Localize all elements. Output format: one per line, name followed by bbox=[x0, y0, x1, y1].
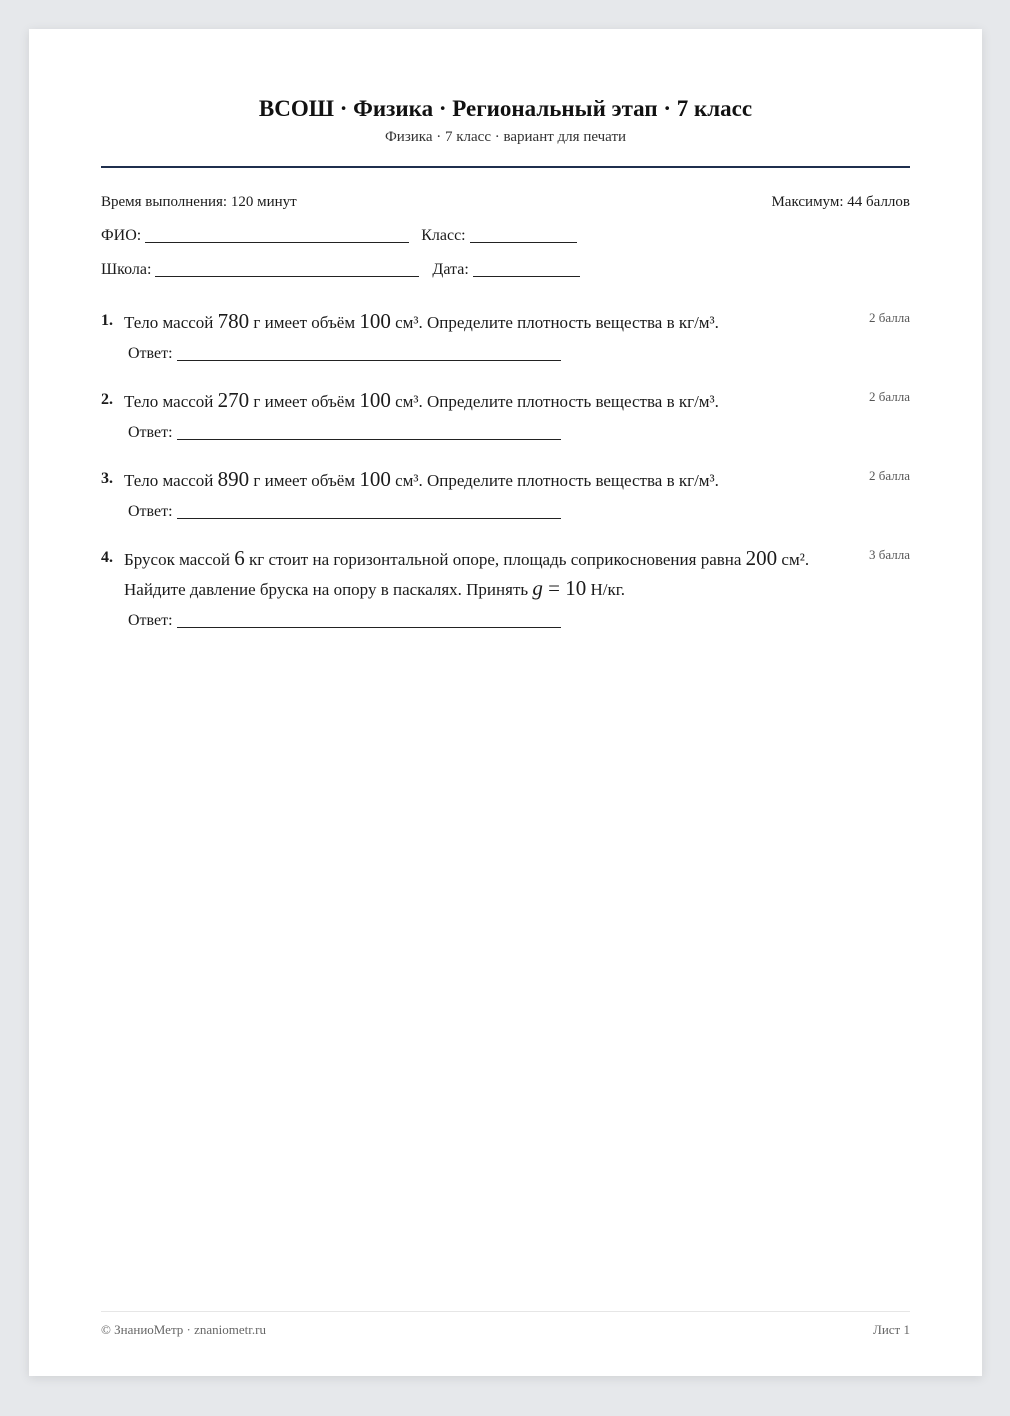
task-number: 1. bbox=[101, 312, 113, 329]
task-item bbox=[101, 544, 910, 631]
page-footer bbox=[101, 1321, 910, 1339]
task-text bbox=[124, 544, 854, 604]
meta-row bbox=[101, 192, 910, 212]
name-blank[interactable] bbox=[145, 225, 409, 243]
math-value: 780 bbox=[217, 309, 250, 333]
task-text bbox=[124, 307, 854, 337]
name-class-row bbox=[101, 225, 577, 246]
school-label: Школа: bbox=[101, 261, 152, 278]
math-value: 200 bbox=[745, 546, 778, 570]
page-header bbox=[101, 95, 910, 147]
date-blank[interactable] bbox=[473, 259, 580, 277]
task-number: 4. bbox=[101, 549, 113, 566]
answer-blank[interactable] bbox=[177, 610, 561, 628]
max-score: Максимум: 44 баллов bbox=[771, 194, 910, 210]
class-blank[interactable] bbox=[470, 225, 577, 243]
answer-label: Ответ: bbox=[128, 345, 173, 362]
text-part: Тело массой bbox=[124, 471, 218, 490]
math-value: 6 bbox=[234, 546, 245, 570]
text-part: Тело массой bbox=[124, 392, 218, 411]
school-blank[interactable] bbox=[155, 259, 419, 277]
class-label: Класс: bbox=[421, 227, 466, 244]
answer-blank[interactable] bbox=[177, 422, 561, 440]
task-item bbox=[101, 386, 910, 443]
date-label: Дата: bbox=[432, 261, 469, 278]
school-date-row bbox=[101, 259, 580, 280]
math-value: 100 bbox=[359, 467, 391, 491]
answer-blank[interactable] bbox=[177, 343, 561, 361]
answer-blank[interactable] bbox=[177, 501, 561, 519]
text-part: см². Найдите давление бруска на опору в паскалях. Принять bbox=[124, 550, 810, 599]
task-item bbox=[101, 465, 910, 522]
text-part: Тело массой bbox=[124, 313, 218, 332]
task-text bbox=[124, 465, 854, 495]
text-part: Брусок массой bbox=[124, 550, 235, 569]
answer-row bbox=[128, 343, 910, 364]
page-title: ВСОШ · Физика · Региональный этап · 7 класс bbox=[258, 96, 753, 121]
text-part: г имеет объём bbox=[249, 392, 360, 411]
task-item bbox=[101, 307, 910, 364]
answer-row bbox=[128, 501, 910, 522]
task-number: 3. bbox=[101, 470, 113, 487]
math-value: 890 bbox=[217, 467, 250, 491]
math-value: 270 bbox=[217, 388, 250, 412]
task-points: 3 балла bbox=[869, 547, 910, 562]
name-label: ФИО: bbox=[101, 227, 142, 244]
answer-label: Ответ: bbox=[128, 612, 173, 629]
answer-label: Ответ: bbox=[128, 503, 173, 520]
math-symbol: g bbox=[532, 576, 543, 600]
footer-copyright: © ЗнаниоМетр · znaniometr.ru bbox=[101, 1322, 266, 1337]
worksheet-page bbox=[29, 29, 982, 1376]
page-subtitle: Физика · 7 класс · вариант для печати bbox=[384, 129, 627, 145]
answer-label: Ответ: bbox=[128, 424, 173, 441]
footer-divider bbox=[101, 1311, 910, 1312]
task-points: 2 балла bbox=[869, 468, 910, 483]
task-points: 2 балла bbox=[869, 310, 910, 325]
math-value: 100 bbox=[359, 309, 391, 333]
math-value: = 10 bbox=[542, 576, 587, 600]
answer-row bbox=[128, 422, 910, 443]
header-divider bbox=[101, 166, 910, 168]
text-part: г имеет объём bbox=[249, 313, 360, 332]
text-part: г имеет объём bbox=[249, 471, 360, 490]
task-text bbox=[124, 386, 854, 416]
answer-row bbox=[128, 610, 910, 631]
text-part: см³. Определите плотность вещества в кг/м³. bbox=[390, 471, 719, 490]
text-part: см³. Определите плотность вещества в кг/м³. bbox=[390, 392, 719, 411]
text-part: Н/кг. bbox=[586, 580, 626, 599]
text-part: кг стоит на горизонтальной опоре, площадь соприкосновения равна bbox=[244, 550, 746, 569]
text-part: см³. Определите плотность вещества в кг/м³. bbox=[390, 313, 719, 332]
task-number: 2. bbox=[101, 391, 113, 408]
math-value: 100 bbox=[359, 388, 391, 412]
time-limit: Время выполнения: 120 минут bbox=[101, 194, 297, 210]
task-points: 2 балла bbox=[869, 389, 910, 404]
page-number: Лист 1 bbox=[873, 1322, 910, 1337]
